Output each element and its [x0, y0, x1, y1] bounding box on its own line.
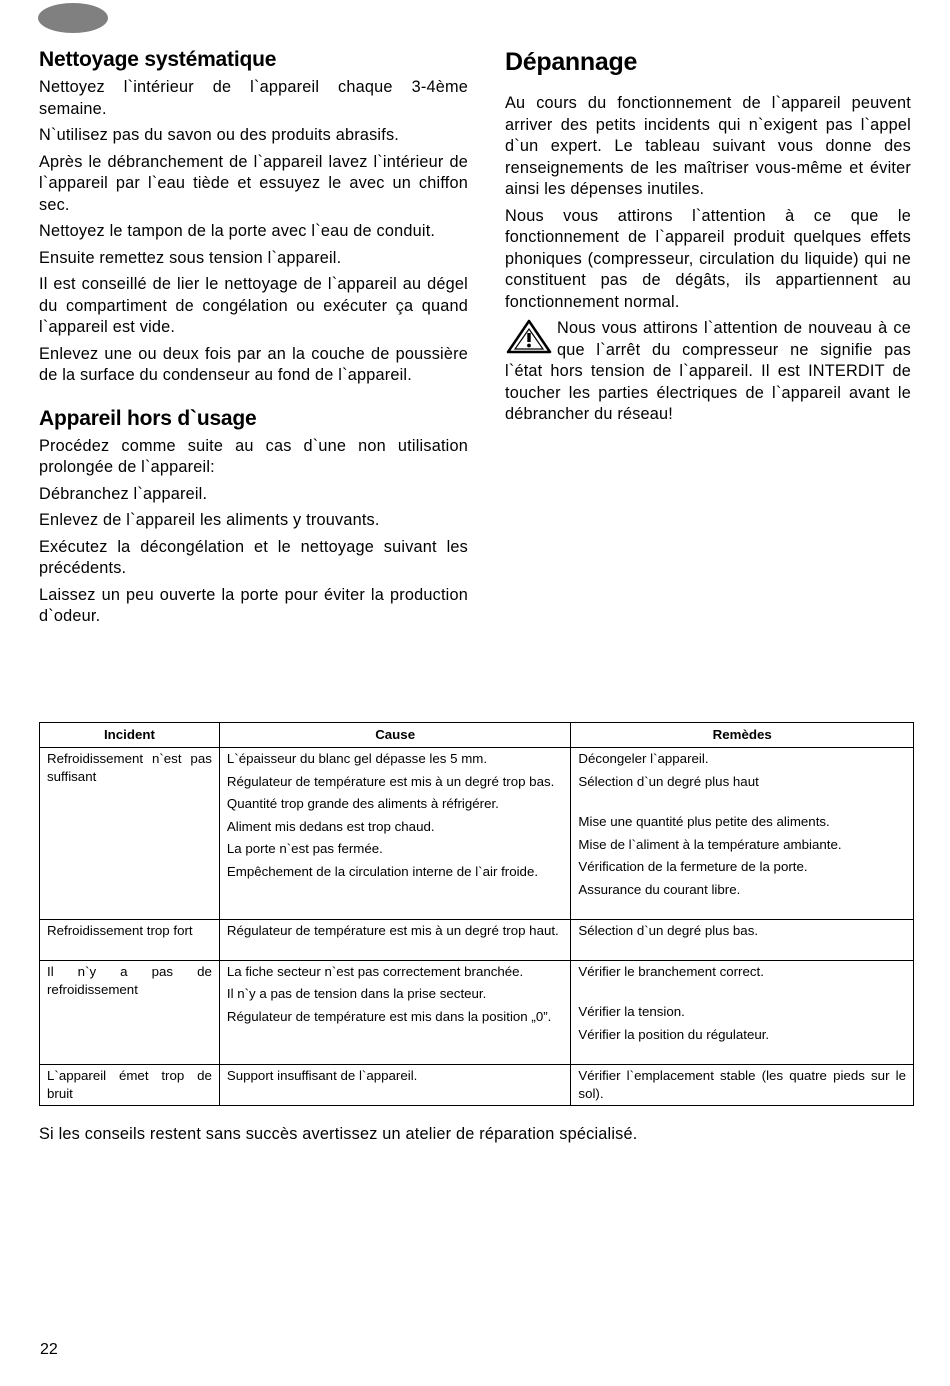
cause-item: Empêchement de la circulation interne de l`air froide.: [226, 863, 539, 879]
cause-cell: [219, 919, 571, 960]
paragraph: Nous vous attirons l`attention à ce que le fonctionnement de l`appareil produit quelques effets phoniques (compresseur, circulation du liquide) qui ne constituent pas de dégâts, ils appartiennent au fonctionnement normal.: [505, 206, 911, 311]
paragraph: Laissez un peu ouverte la porte pour éviter la production d`odeur.: [39, 585, 468, 625]
remedy-cell: [571, 748, 914, 920]
column-header-remedes: Remèdes: [571, 723, 914, 748]
warning-text: Nous vous attirons l`attention de nouveau à ce que l`arrêt du compresseur ne signifie pas l`état hors tension de l`appareil. Il est INTERDIT de toucher les parties électriques de l`appareil avant le débrancher du réseau!: [505, 319, 911, 423]
remedy-item: Sélection d`un degré plus haut: [578, 773, 759, 789]
remedy-cell: [571, 1064, 914, 1105]
incident-cell: L`appareil émet trop de bruit: [40, 1064, 220, 1105]
paragraph: Au cours du fonctionnement de l`appareil peuvent arriver des petits incidents qui n`exigent pas l`appel d`un expert. Le tableau suivant vous donne des renseignements de les maîtriser vous-même et éviter ainsi les dépenses inutiles.: [505, 94, 911, 198]
remedy-item: Mise une quantité plus petite des aliments.: [578, 814, 830, 829]
cause-item: Régulateur de température est mis à un degré trop haut.: [226, 922, 559, 938]
remedy-item: Vérifier la tension.: [578, 1004, 685, 1019]
remedy-item: Vérifier le branchement correct.: [578, 963, 764, 979]
paragraph: Après le débranchement de l`appareil lavez l`intérieur de l`appareil par l`eau tiède et essuyez le avec un chiffon sec.: [39, 152, 468, 214]
cause-item: Aliment mis dedans est trop chaud.: [226, 818, 435, 834]
troubleshooting-table: [39, 722, 914, 1106]
cause-cell: [219, 960, 571, 1064]
incident-cell: Refroidissement trop fort: [40, 919, 220, 960]
remedy-item: Vérifier l`emplacement stable (les quatre pieds sur le sol).: [578, 1067, 906, 1101]
table-row: [40, 960, 914, 1064]
paragraph: Débranchez l`appareil.: [39, 484, 208, 503]
warning-triangle-icon: [505, 318, 553, 354]
paragraph: Ensuite remettez sous tension l`appareil.: [39, 248, 342, 267]
warning-paragraph: [505, 318, 911, 426]
remedy-item: Décongeler l`appareil.: [578, 751, 709, 766]
section-title-nettoyage: Nettoyage systématique: [39, 48, 277, 71]
section-body-nettoyage: [39, 77, 468, 387]
cause-item: Régulateur de température est mis à un degré trop bas.: [226, 773, 555, 789]
right-column: [505, 45, 911, 431]
remedy-item: Vérification de la fermeture de la porte.: [578, 859, 808, 874]
table-row: [40, 919, 914, 960]
remedy-item: Vérifier la position du régulateur.: [578, 1026, 770, 1042]
incident-cell: Il n`y a pas de refroidissement: [40, 960, 220, 1064]
cause-item: Régulateur de température est mis dans la position „0”.: [226, 1008, 552, 1024]
cause-cell: [219, 1064, 571, 1105]
cause-item: La porte n`est pas fermée.: [226, 841, 383, 856]
cause-cell: [219, 748, 571, 920]
remedy-item: Mise de l`aliment à la température ambiante.: [578, 836, 842, 852]
column-header-incident: Incident: [40, 723, 220, 748]
paragraph: Enlevez de l`appareil les aliments y trouvants.: [39, 511, 380, 529]
cause-item: Quantité trop grande des aliments à réfrigérer.: [226, 796, 499, 811]
table-header-row: [40, 723, 914, 748]
column-header-cause: Cause: [219, 723, 571, 748]
paragraph: Procédez comme suite au cas d`une non utilisation prolongée de l`appareil:: [39, 436, 468, 476]
page-number: 22: [40, 1341, 58, 1358]
incident-cell: Refroidissement n`est pas suffisant: [40, 748, 220, 920]
remedy-item: Sélection d`un degré plus bas.: [578, 922, 759, 938]
remedy-cell: [571, 919, 914, 960]
cause-item: Support insuffisant de l`appareil.: [226, 1067, 418, 1083]
section-title-depannage: Dépannage: [505, 48, 638, 76]
section-title-hors-usage: Appareil hors d`usage: [39, 406, 257, 430]
paragraph: Nettoyez le tampon de la porte avec l`eau de conduit.: [39, 222, 436, 240]
paragraph: Exécutez la décongélation et le nettoyage suivant les précédents.: [39, 537, 468, 577]
left-column: [39, 47, 468, 633]
paragraph: Enlevez une ou deux fois par an la couche de poussière de la surface du condenseur au fond de l`appareil.: [39, 344, 468, 384]
footer-note: Si les conseils restent sans succès avertissez un atelier de réparation spécialisé.: [39, 1125, 638, 1143]
cause-item: La fiche secteur n`est pas correctement branchée.: [226, 963, 524, 979]
table-row: [40, 748, 914, 920]
table-row: [40, 1064, 914, 1105]
paragraph: N`utilisez pas du savon ou des produits abrasifs.: [39, 126, 400, 144]
cause-item: Il n`y a pas de tension dans la prise secteur.: [226, 986, 487, 1001]
remedy-cell: [571, 960, 914, 1064]
remedy-item: Assurance du courant libre.: [578, 881, 741, 897]
paragraph: Nettoyez l`intérieur de l`appareil chaque 3-4ème semaine.: [39, 78, 468, 118]
header-tab-marker: [38, 3, 108, 33]
paragraph: Il est conseillé de lier le nettoyage de l`appareil au dégel du compartiment de congélation ou exécuter ça quand l`appareil est vide.: [39, 275, 468, 336]
cause-item: L`épaisseur du blanc gel dépasse les 5 mm.: [226, 751, 488, 766]
section-body-hors-usage: [39, 436, 468, 628]
